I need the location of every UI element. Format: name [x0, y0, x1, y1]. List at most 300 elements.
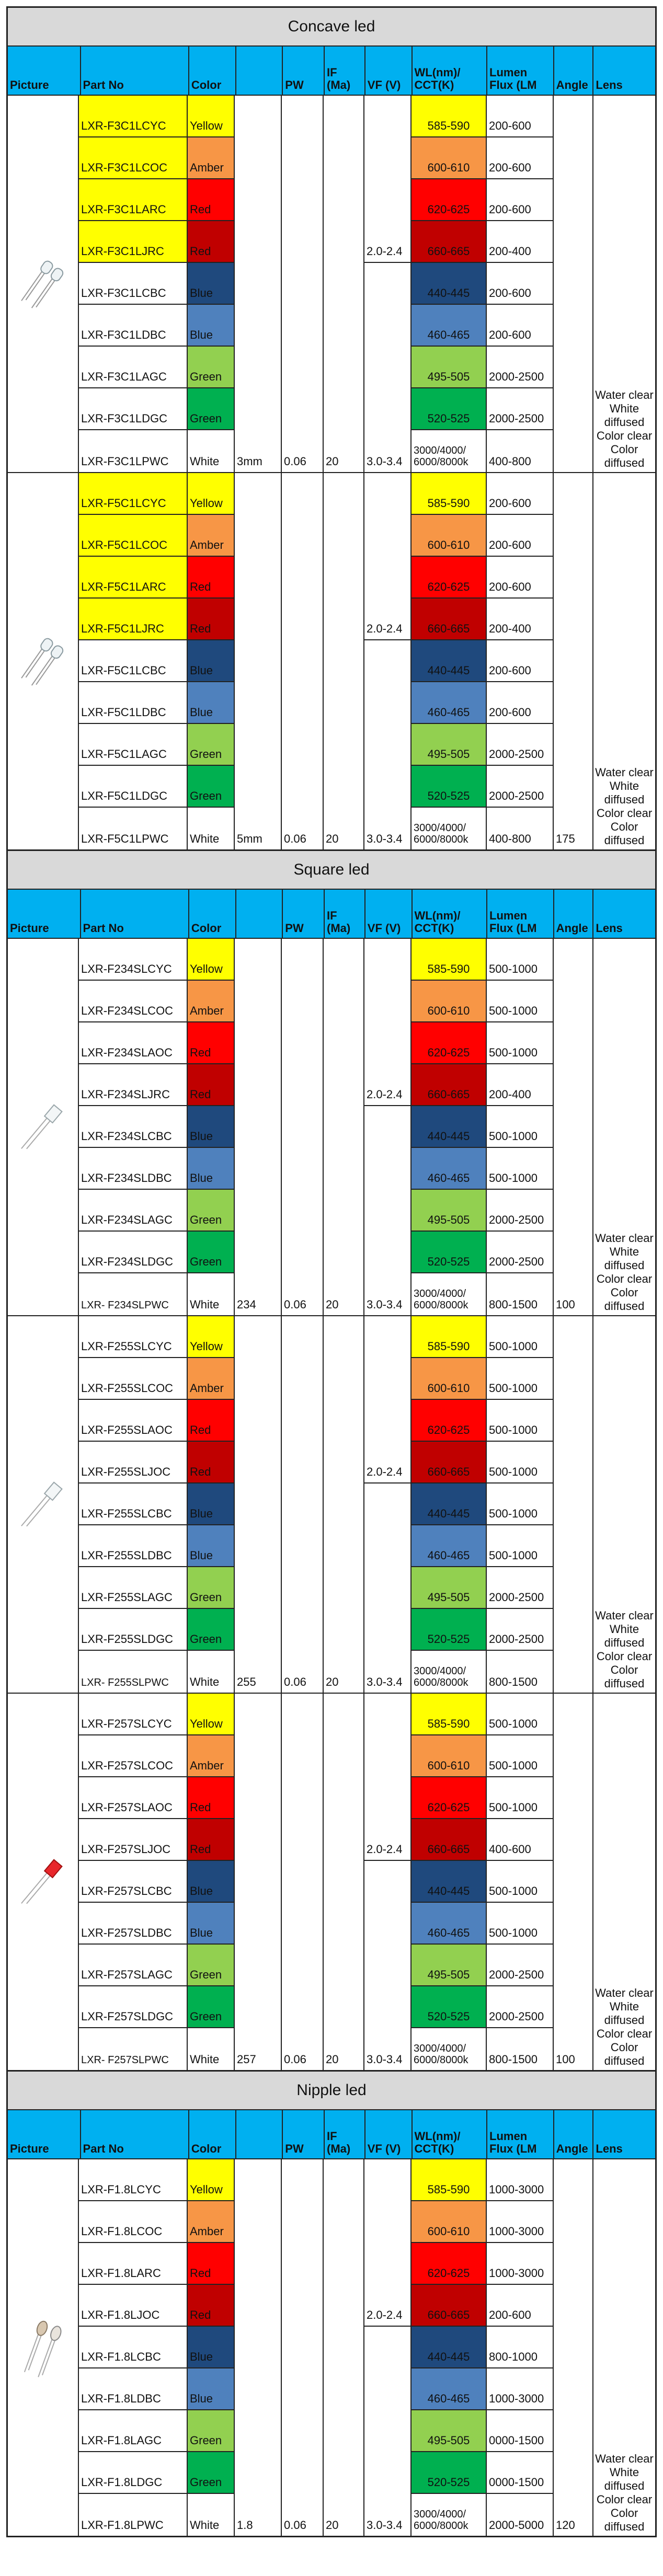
wavelength-value: 620-625: [411, 1022, 487, 1064]
lens-options: Water clear White diffused Color clear Color diffused: [595, 388, 654, 469]
pw-value: 0.06: [282, 2494, 324, 2536]
pw-value: 0.06: [282, 430, 324, 472]
if-value: [324, 347, 364, 388]
vf-value: [364, 2410, 411, 2452]
pw-value: [282, 766, 324, 808]
vf-value: [364, 2243, 411, 2285]
wavelength-value: 3000/4000/ 6000/8000k: [411, 1273, 487, 1315]
lens-value: [593, 1819, 655, 1861]
wavelength-value: 495-505: [411, 1945, 487, 1986]
header-part: Part No: [81, 890, 189, 938]
color-name: White: [188, 1651, 235, 1693]
if-value: [324, 1358, 364, 1400]
table-row: [79, 96, 655, 137]
lens-value: [593, 305, 655, 347]
wavelength-value: 440-445: [411, 1484, 487, 1525]
lumen-value: 200-600: [487, 557, 554, 599]
wavelength-value: 600-610: [411, 1735, 487, 1777]
pw-value: [282, 2243, 324, 2285]
size-value: [235, 1735, 282, 1777]
color-name: Green: [188, 724, 235, 766]
lumen-value: 200-400: [487, 1064, 554, 1106]
color-name: Green: [188, 1945, 235, 1986]
if-value: 20: [324, 2494, 364, 2536]
wavelength-value: 520-525: [411, 2452, 487, 2494]
color-name: Red: [188, 599, 235, 640]
angle-value: [554, 137, 593, 179]
size-value: [235, 939, 282, 981]
lumen-value: 2000-2500: [487, 388, 554, 430]
lumen-value: 2000-2500: [487, 724, 554, 766]
part-number: LXR-F234SLAOC: [79, 1022, 188, 1064]
lens-value: [593, 1232, 655, 1315]
pw-value: [282, 515, 324, 557]
clear-square-led-icon: [14, 1096, 72, 1158]
pw-value: [282, 1986, 324, 2028]
lens-value: [593, 1777, 655, 1819]
color-name: Amber: [188, 137, 235, 179]
size-value: [235, 1106, 282, 1148]
section-title: Concave led: [8, 8, 655, 47]
part-number: LXR-F255SLCBC: [79, 1484, 188, 1525]
lens-value: [593, 1148, 655, 1190]
color-name: Red: [188, 1777, 235, 1819]
wavelength-value: 440-445: [411, 1106, 487, 1148]
wavelength-value: 3000/4000/ 6000/8000k: [411, 2028, 487, 2070]
size-value: [235, 1986, 282, 2028]
color-name: White: [188, 2494, 235, 2536]
lens-value: [593, 2452, 655, 2536]
wavelength-value: 440-445: [411, 1861, 487, 1903]
product-group: [8, 1694, 655, 2070]
lumen-value: 500-1000: [487, 1022, 554, 1064]
lumen-value: 500-1000: [487, 939, 554, 981]
pw-value: [282, 1525, 324, 1567]
size-value: [235, 263, 282, 305]
color-name: Blue: [188, 305, 235, 347]
part-number: LXR-F5C1LCOC: [79, 515, 188, 557]
lumen-value: 200-600: [487, 305, 554, 347]
wavelength-value: 495-505: [411, 2410, 487, 2452]
lens-value: [593, 179, 655, 221]
product-group: [8, 1316, 655, 1694]
if-value: [324, 2243, 364, 2285]
size-value: [235, 1442, 282, 1484]
part-number: LXR-F3C1LARC: [79, 179, 188, 221]
lens-value: [593, 1106, 655, 1148]
color-name: Amber: [188, 2201, 235, 2243]
angle-value: 175: [554, 808, 593, 849]
part-number: LXR-F255SLDGC: [79, 1609, 188, 1651]
color-name: Green: [188, 2410, 235, 2452]
lumen-value: 1000-3000: [487, 2159, 554, 2201]
vf-value: 3.0-3.4: [364, 1651, 411, 1693]
pw-value: [282, 1022, 324, 1064]
header-part: Part No: [81, 47, 189, 95]
color-name: Yellow: [188, 96, 235, 137]
if-value: [324, 1232, 364, 1273]
table-row: [79, 1903, 655, 1945]
color-name: Blue: [188, 1148, 235, 1190]
table-row: [79, 137, 655, 179]
vf-value: [364, 1316, 411, 1358]
size-value: [235, 981, 282, 1022]
table-row: [79, 1567, 655, 1609]
if-value: 20: [324, 1273, 364, 1315]
lumen-value: 200-600: [487, 682, 554, 724]
wavelength-value: 620-625: [411, 179, 487, 221]
angle-value: [554, 1735, 593, 1777]
header-lumen: Lumen Flux (LM: [487, 890, 554, 938]
vf-value: [364, 2201, 411, 2243]
lumen-value: 800-1500: [487, 1273, 554, 1315]
lumen-value: 200-600: [487, 473, 554, 515]
lumen-value: 800-1000: [487, 2327, 554, 2368]
table-row: [79, 1986, 655, 2028]
table-header: [8, 890, 655, 939]
angle-value: [554, 347, 593, 388]
color-name: White: [188, 2028, 235, 2070]
header-lumen: Lumen Flux (LM: [487, 2110, 554, 2158]
section-title: Square led: [8, 851, 655, 890]
table-row: [79, 599, 655, 640]
wavelength-value: 495-505: [411, 724, 487, 766]
vf-value: 2.0-2.4: [364, 221, 411, 263]
led-spec-sheet: [6, 6, 657, 2537]
angle-value: [554, 1945, 593, 1986]
if-value: [324, 1316, 364, 1358]
pw-value: [282, 2201, 324, 2243]
wavelength-value: 660-665: [411, 2285, 487, 2327]
lens-value: [593, 515, 655, 557]
lens-value: [593, 640, 655, 682]
vf-value: [364, 724, 411, 766]
pw-value: [282, 1232, 324, 1273]
pw-value: [282, 1316, 324, 1358]
pw-value: [282, 2410, 324, 2452]
lens-value: [593, 2327, 655, 2368]
part-number: LXR-F1.8LJOC: [79, 2285, 188, 2327]
lumen-value: 500-1000: [487, 1106, 554, 1148]
wavelength-value: 660-665: [411, 1442, 487, 1484]
size-value: [235, 2327, 282, 2368]
size-value: [235, 1190, 282, 1232]
if-value: [324, 2452, 364, 2494]
vf-value: [364, 939, 411, 981]
vf-value: [364, 2368, 411, 2410]
vf-value: [364, 1861, 411, 1903]
size-value: 5mm: [235, 808, 282, 849]
lens-value: [593, 939, 655, 981]
if-value: [324, 766, 364, 808]
part-number: LXR-F257SLCBC: [79, 1861, 188, 1903]
lumen-value: 500-1000: [487, 1316, 554, 1358]
header-lens: Lens: [596, 78, 623, 91]
size-value: [235, 1694, 282, 1735]
angle-value: [554, 1525, 593, 1567]
vf-value: [364, 1609, 411, 1651]
picture-cell: [8, 2159, 79, 2536]
size-value: [235, 2285, 282, 2327]
table-row: [79, 473, 655, 515]
angle-value: [554, 640, 593, 682]
color-name: Red: [188, 1400, 235, 1442]
table-section: [6, 849, 657, 2070]
header-color: Color: [189, 47, 236, 95]
size-value: [235, 2410, 282, 2452]
angle-value: [554, 221, 593, 263]
color-name: Red: [188, 557, 235, 599]
vf-value: [364, 981, 411, 1022]
header-picture: Picture: [8, 2110, 81, 2158]
wavelength-value: 460-465: [411, 1525, 487, 1567]
if-value: [324, 1777, 364, 1819]
angle-value: 120: [554, 2494, 593, 2536]
wavelength-value: 600-610: [411, 515, 487, 557]
wavelength-value: 660-665: [411, 221, 487, 263]
if-value: 20: [324, 808, 364, 849]
part-number: LXR-F257SLAOC: [79, 1777, 188, 1819]
size-value: [235, 640, 282, 682]
header-pw: PW: [283, 2110, 325, 2158]
angle-value: [554, 1022, 593, 1064]
table-row: [79, 981, 655, 1022]
angle-value: [554, 2159, 593, 2201]
part-number: LXR-F255SLCOC: [79, 1358, 188, 1400]
if-value: [324, 1064, 364, 1106]
size-value: [235, 1777, 282, 1819]
lens-value: [593, 96, 655, 137]
angle-value: 100: [554, 1273, 593, 1315]
pw-value: [282, 1861, 324, 1903]
color-name: Yellow: [188, 939, 235, 981]
lumen-value: 800-1500: [487, 2028, 554, 2070]
table-row: [79, 221, 655, 263]
part-number: LXR-F3C1LCBC: [79, 263, 188, 305]
wavelength-value: 495-505: [411, 347, 487, 388]
table-row: [79, 1400, 655, 1442]
header-part: Part No: [81, 2110, 189, 2158]
header-wl: WL(nm)/ CCT(K): [413, 2110, 488, 2158]
pw-value: [282, 1064, 324, 1106]
table-row: [79, 2368, 655, 2410]
color-name: Green: [188, 1190, 235, 1232]
size-value: [235, 179, 282, 221]
vf-value: 2.0-2.4: [364, 1442, 411, 1484]
lens-value: [593, 1316, 655, 1358]
if-value: [324, 1735, 364, 1777]
vf-value: [364, 179, 411, 221]
size-value: [235, 2201, 282, 2243]
size-value: [235, 473, 282, 515]
picture-cell: [8, 1694, 79, 2070]
part-number: LXR-F5C1LAGC: [79, 724, 188, 766]
vf-value: [364, 1735, 411, 1777]
part-number: LXR- F234SLPWC: [79, 1273, 188, 1315]
size-value: 1.8: [235, 2494, 282, 2536]
part-number: LXR-F255SLAGC: [79, 1567, 188, 1609]
table-row: [79, 2410, 655, 2452]
part-number: LXR-F5C1LCBC: [79, 640, 188, 682]
part-number: LXR-F257SLJOC: [79, 1819, 188, 1861]
lens-value: [593, 981, 655, 1022]
pw-value: [282, 473, 324, 515]
picture-cell: [8, 473, 79, 849]
header-wl: WL(nm)/ CCT(K): [413, 890, 488, 938]
part-number: LXR-F1.8LARC: [79, 2243, 188, 2285]
pw-value: [282, 640, 324, 682]
color-name: White: [188, 1273, 235, 1315]
color-name: Red: [188, 1022, 235, 1064]
angle-value: [554, 1986, 593, 2028]
vf-value: [364, 557, 411, 599]
header-size: [236, 2110, 283, 2158]
wavelength-value: 460-465: [411, 682, 487, 724]
color-name: Amber: [188, 1358, 235, 1400]
lumen-value: 800-1500: [487, 1651, 554, 1693]
size-value: [235, 1232, 282, 1273]
lens-value: [593, 1358, 655, 1400]
vf-value: [364, 1945, 411, 1986]
if-value: 20: [324, 430, 364, 472]
size-value: [235, 347, 282, 388]
lens-value: [593, 137, 655, 179]
vf-value: [364, 1232, 411, 1273]
wavelength-value: 440-445: [411, 2327, 487, 2368]
pw-value: [282, 2327, 324, 2368]
lens-value: [593, 766, 655, 849]
size-value: [235, 221, 282, 263]
angle-value: [554, 1106, 593, 1148]
if-value: [324, 1442, 364, 1484]
vf-value: [364, 263, 411, 305]
vf-value: 3.0-3.4: [364, 1273, 411, 1315]
header-picture: Picture: [8, 890, 81, 938]
if-value: [324, 388, 364, 430]
part-number: LXR-F234SLDGC: [79, 1232, 188, 1273]
size-value: [235, 137, 282, 179]
vf-value: [364, 1022, 411, 1064]
if-value: [324, 2159, 364, 2201]
part-number: LXR-F1.8LPWC: [79, 2494, 188, 2536]
lumen-value: 500-1000: [487, 1400, 554, 1442]
angle-value: [554, 1651, 593, 1693]
header-lens: Lens: [596, 2142, 623, 2155]
angle-value: [554, 981, 593, 1022]
lumen-value: 500-1000: [487, 1903, 554, 1945]
color-name: Blue: [188, 1106, 235, 1148]
pw-value: [282, 263, 324, 305]
lens-value: [593, 1945, 655, 1986]
lumen-value: 400-800: [487, 430, 554, 472]
table-row: [79, 1106, 655, 1148]
part-number: LXR-F255SLJOC: [79, 1442, 188, 1484]
size-value: [235, 1567, 282, 1609]
wavelength-value: 460-465: [411, 2368, 487, 2410]
color-name: Blue: [188, 2327, 235, 2368]
if-value: [324, 1986, 364, 2028]
wavelength-value: 520-525: [411, 1986, 487, 2028]
table-row: [79, 939, 655, 981]
lumen-value: 200-600: [487, 137, 554, 179]
if-value: [324, 305, 364, 347]
pw-value: [282, 1148, 324, 1190]
lumen-value: 200-600: [487, 179, 554, 221]
if-value: [324, 557, 364, 599]
pw-value: [282, 2159, 324, 2201]
section-title: Nipple led: [8, 2072, 655, 2110]
table-row: [79, 347, 655, 388]
angle-value: [554, 2243, 593, 2285]
vf-value: [364, 515, 411, 557]
if-value: [324, 179, 364, 221]
table-row: [79, 2327, 655, 2368]
table-row: [79, 388, 655, 430]
angle-value: [554, 1316, 593, 1358]
lumen-value: 500-1000: [487, 1442, 554, 1484]
part-number: LXR-F3C1LCOC: [79, 137, 188, 179]
size-value: [235, 1819, 282, 1861]
wavelength-value: 660-665: [411, 1064, 487, 1106]
lumen-value: 500-1000: [487, 1777, 554, 1819]
group-rows: [79, 1316, 655, 1693]
size-value: [235, 305, 282, 347]
table-row: [79, 1358, 655, 1400]
lens-value: [593, 1903, 655, 1945]
size-value: 3mm: [235, 430, 282, 472]
if-value: [324, 682, 364, 724]
lumen-value: 2000-2500: [487, 1609, 554, 1651]
angle-value: [554, 1064, 593, 1106]
wavelength-value: 660-665: [411, 599, 487, 640]
lens-value: [593, 1861, 655, 1903]
color-name: Amber: [188, 515, 235, 557]
wavelength-value: 585-590: [411, 473, 487, 515]
wavelength-value: 620-625: [411, 1777, 487, 1819]
pw-value: [282, 682, 324, 724]
wavelength-value: 520-525: [411, 1609, 487, 1651]
if-value: [324, 1525, 364, 1567]
table-row: [79, 1442, 655, 1484]
clear-square-led-icon: [14, 1473, 72, 1536]
part-number: LXR-F255SLAOC: [79, 1400, 188, 1442]
color-name: Blue: [188, 2368, 235, 2410]
angle-value: [554, 2285, 593, 2327]
product-group: [8, 473, 655, 849]
part-number: LXR-F3C1LCYC: [79, 96, 188, 137]
color-name: Green: [188, 1609, 235, 1651]
group-rows: [79, 1694, 655, 2070]
vf-value: 2.0-2.4: [364, 2285, 411, 2327]
if-value: [324, 1609, 364, 1651]
color-name: Red: [188, 1819, 235, 1861]
if-value: [324, 939, 364, 981]
lens-options: Water clear White diffused Color clear Color diffused: [595, 2452, 654, 2533]
lens-value: [593, 2410, 655, 2452]
pw-value: [282, 599, 324, 640]
header-angle: Angle: [554, 47, 594, 95]
lumen-value: 1000-3000: [487, 2368, 554, 2410]
part-number: LXR-F3C1LDBC: [79, 305, 188, 347]
part-number: LXR-F5C1LCYC: [79, 473, 188, 515]
vf-value: [364, 1567, 411, 1609]
pw-value: [282, 305, 324, 347]
wavelength-value: 660-665: [411, 1819, 487, 1861]
lens-value: [593, 2243, 655, 2285]
lens-value: [593, 1525, 655, 1567]
angle-value: [554, 682, 593, 724]
size-value: [235, 1358, 282, 1400]
